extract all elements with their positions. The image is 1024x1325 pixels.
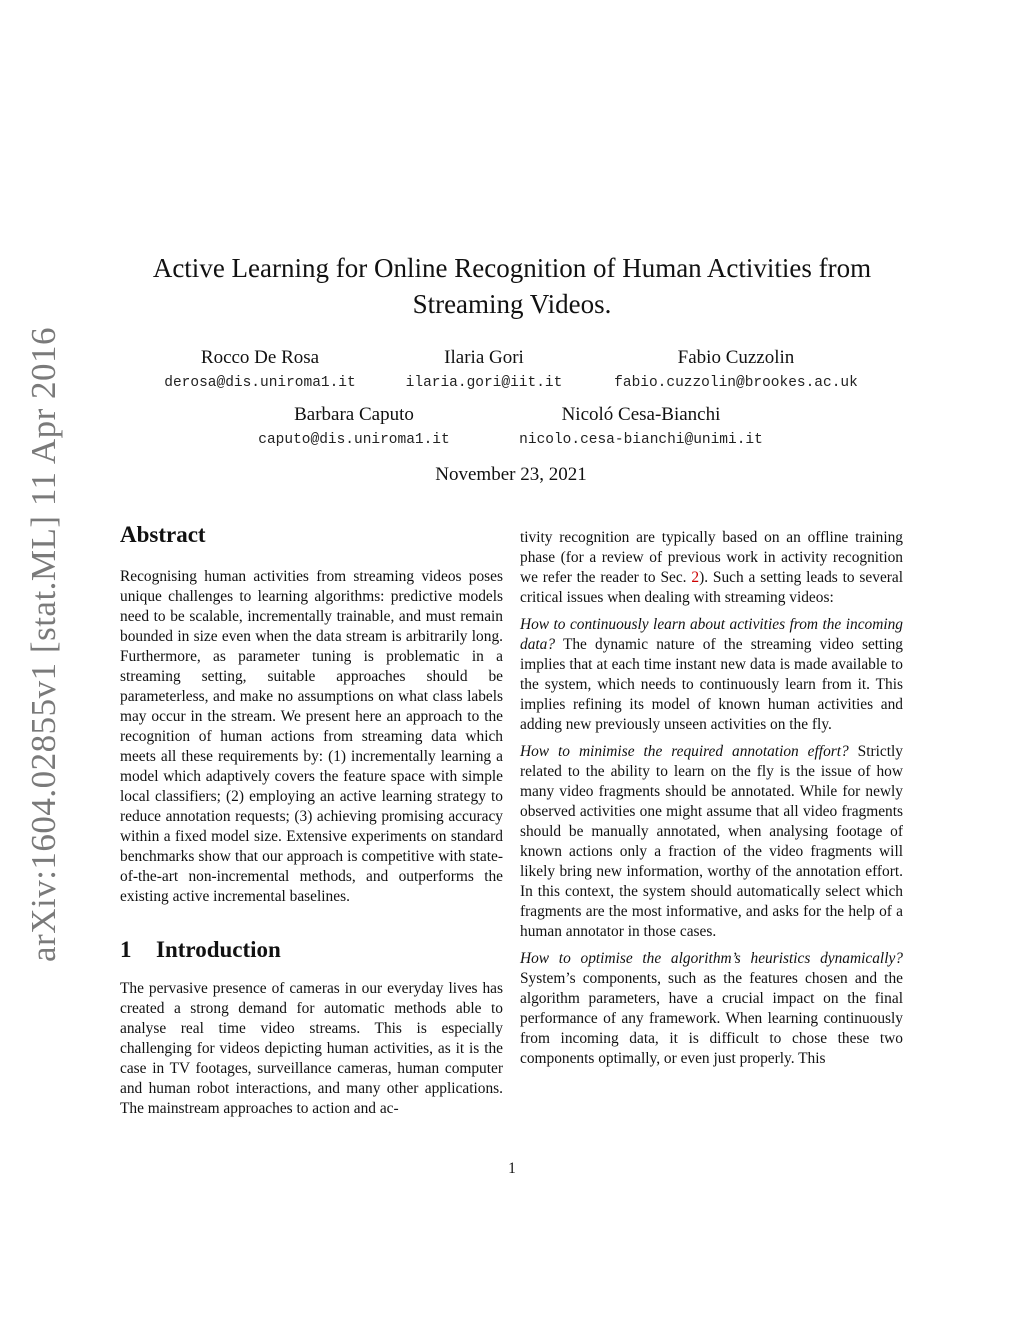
author-email: caputo@dis.uniroma1.it bbox=[258, 432, 450, 448]
question-3: How to optimise the algorithm’s heuristics dynamically? bbox=[520, 950, 903, 967]
question-paragraph-3: How to optimise the algorithm’s heuristics dynamically? System’s components, such as the features chosen and the algorithm parameters, have a crucial impact on the final performance of any framework. When learning continuously from incoming data, it is difficult to chose these two components optimally, or even just properly. This bbox=[520, 950, 903, 1067]
author-email: nicolo.cesa-bianchi@unimi.it bbox=[519, 432, 763, 448]
left-column bbox=[120, 520, 503, 1119]
section-number: 1 bbox=[120, 937, 132, 962]
arxiv-stamp: arXiv:1604.02855v1 [stat.ML] 11 Apr 2016 bbox=[24, 326, 63, 962]
question-paragraph-2: How to minimise the required annotation effort? Strictly related to the ability to learn on the fly is the issue of how many video fragments should be annotated. While for newly observed activities one might assume that all video fragments should be manually annotated, when analysing footage of known actions only a fraction of the video fragments will likely bring new information, worthy of the annotation effort. In this context, the system should automatically select which fragments are the most informative, and asks for the help of a human annotator in those cases. bbox=[520, 743, 903, 940]
author-block-5 bbox=[501, 403, 781, 449]
author-block-3 bbox=[596, 346, 876, 392]
paper-date: November 23, 2021 bbox=[435, 464, 587, 485]
author-block-2 bbox=[374, 346, 594, 392]
introduction-heading bbox=[120, 935, 503, 965]
author-email: ilaria.gori@iit.it bbox=[405, 375, 563, 391]
question-2: How to minimise the required annotation effort? bbox=[520, 743, 849, 760]
title-line-1: Active Learning for Online Recognition of Human Activities from bbox=[152, 253, 872, 283]
title-line-2: Streaming Videos. bbox=[412, 289, 612, 319]
paper-title bbox=[100, 250, 924, 322]
right-column bbox=[520, 528, 903, 1069]
author-email: derosa@dis.uniroma1.it bbox=[164, 375, 356, 391]
question-1: How to continuously learn about activities from the incoming data? bbox=[520, 616, 903, 653]
author-block-1 bbox=[150, 346, 370, 392]
abstract-text: Recognising human activities from streaming videos poses unique challenges to learning algorithms: predictive models need to be scalable, incrementally trainable, and must remain bounded in size even when the data stream is arbitrarily long. Furthermore, as parameter tuning is problematic in a streaming setting, suitable approaches should be parameterless, and make no assumptions on what class labels may occur in the stream. We present here an approach to the recognition of human actions from streaming data which meets all these requirements by: (1) incrementally learning a model which adaptively covers the feature space with simple local classifiers; (2) employing an active learning strategy to reduce annotation requests; (3) achieving promising accuracy within a fixed model size. Extensive experiments on standard benchmarks show that our approach is competitive with state-of-the-art non-incremental methods, and outperforms the existing active incremental baselines. bbox=[120, 568, 503, 905]
question-paragraph-1: How to continuously learn about activities from the incoming data? The dynamic nature of the streaming video setting implies that at each time instant new data is made available to the system, which needs to continuously learn from it. This implies refining its model of known human activities and adding new previously unseen activities on the fly. bbox=[520, 616, 903, 733]
author-email: fabio.cuzzolin@brookes.ac.uk bbox=[614, 375, 858, 391]
author-name: Ilaria Gori bbox=[444, 347, 524, 368]
author-name: Barbara Caputo bbox=[294, 404, 414, 425]
intro-continued-paragraph: tivity recognition are typically based on an offline training phase (for a review of previous work in activity recognition we refer the reader to Sec. 2). Such a setting leads to several critical issues when dealing with streaming videos: bbox=[520, 529, 904, 606]
author-name: Rocco De Rosa bbox=[200, 347, 320, 368]
introduction-text: The pervasive presence of cameras in our everyday lives has created a strong demand for automatic methods able to analyse real time video streams. This is especially challenging for videos depicting human activities, as it is the case in TV footages, surveillance cameras, human computer and human robot interactions, and many other applications. The mainstream approaches to action and ac- bbox=[120, 980, 503, 1117]
author-name: Nicoló Cesa-Bianchi bbox=[561, 404, 721, 425]
section-reference-link[interactable]: 2 bbox=[691, 569, 700, 586]
page-number: 1 bbox=[508, 1160, 516, 1177]
abstract-heading: Abstract bbox=[120, 522, 206, 547]
author-name: Fabio Cuzzolin bbox=[677, 347, 795, 368]
author-block-4 bbox=[244, 403, 464, 449]
section-title: Introduction bbox=[156, 937, 281, 962]
